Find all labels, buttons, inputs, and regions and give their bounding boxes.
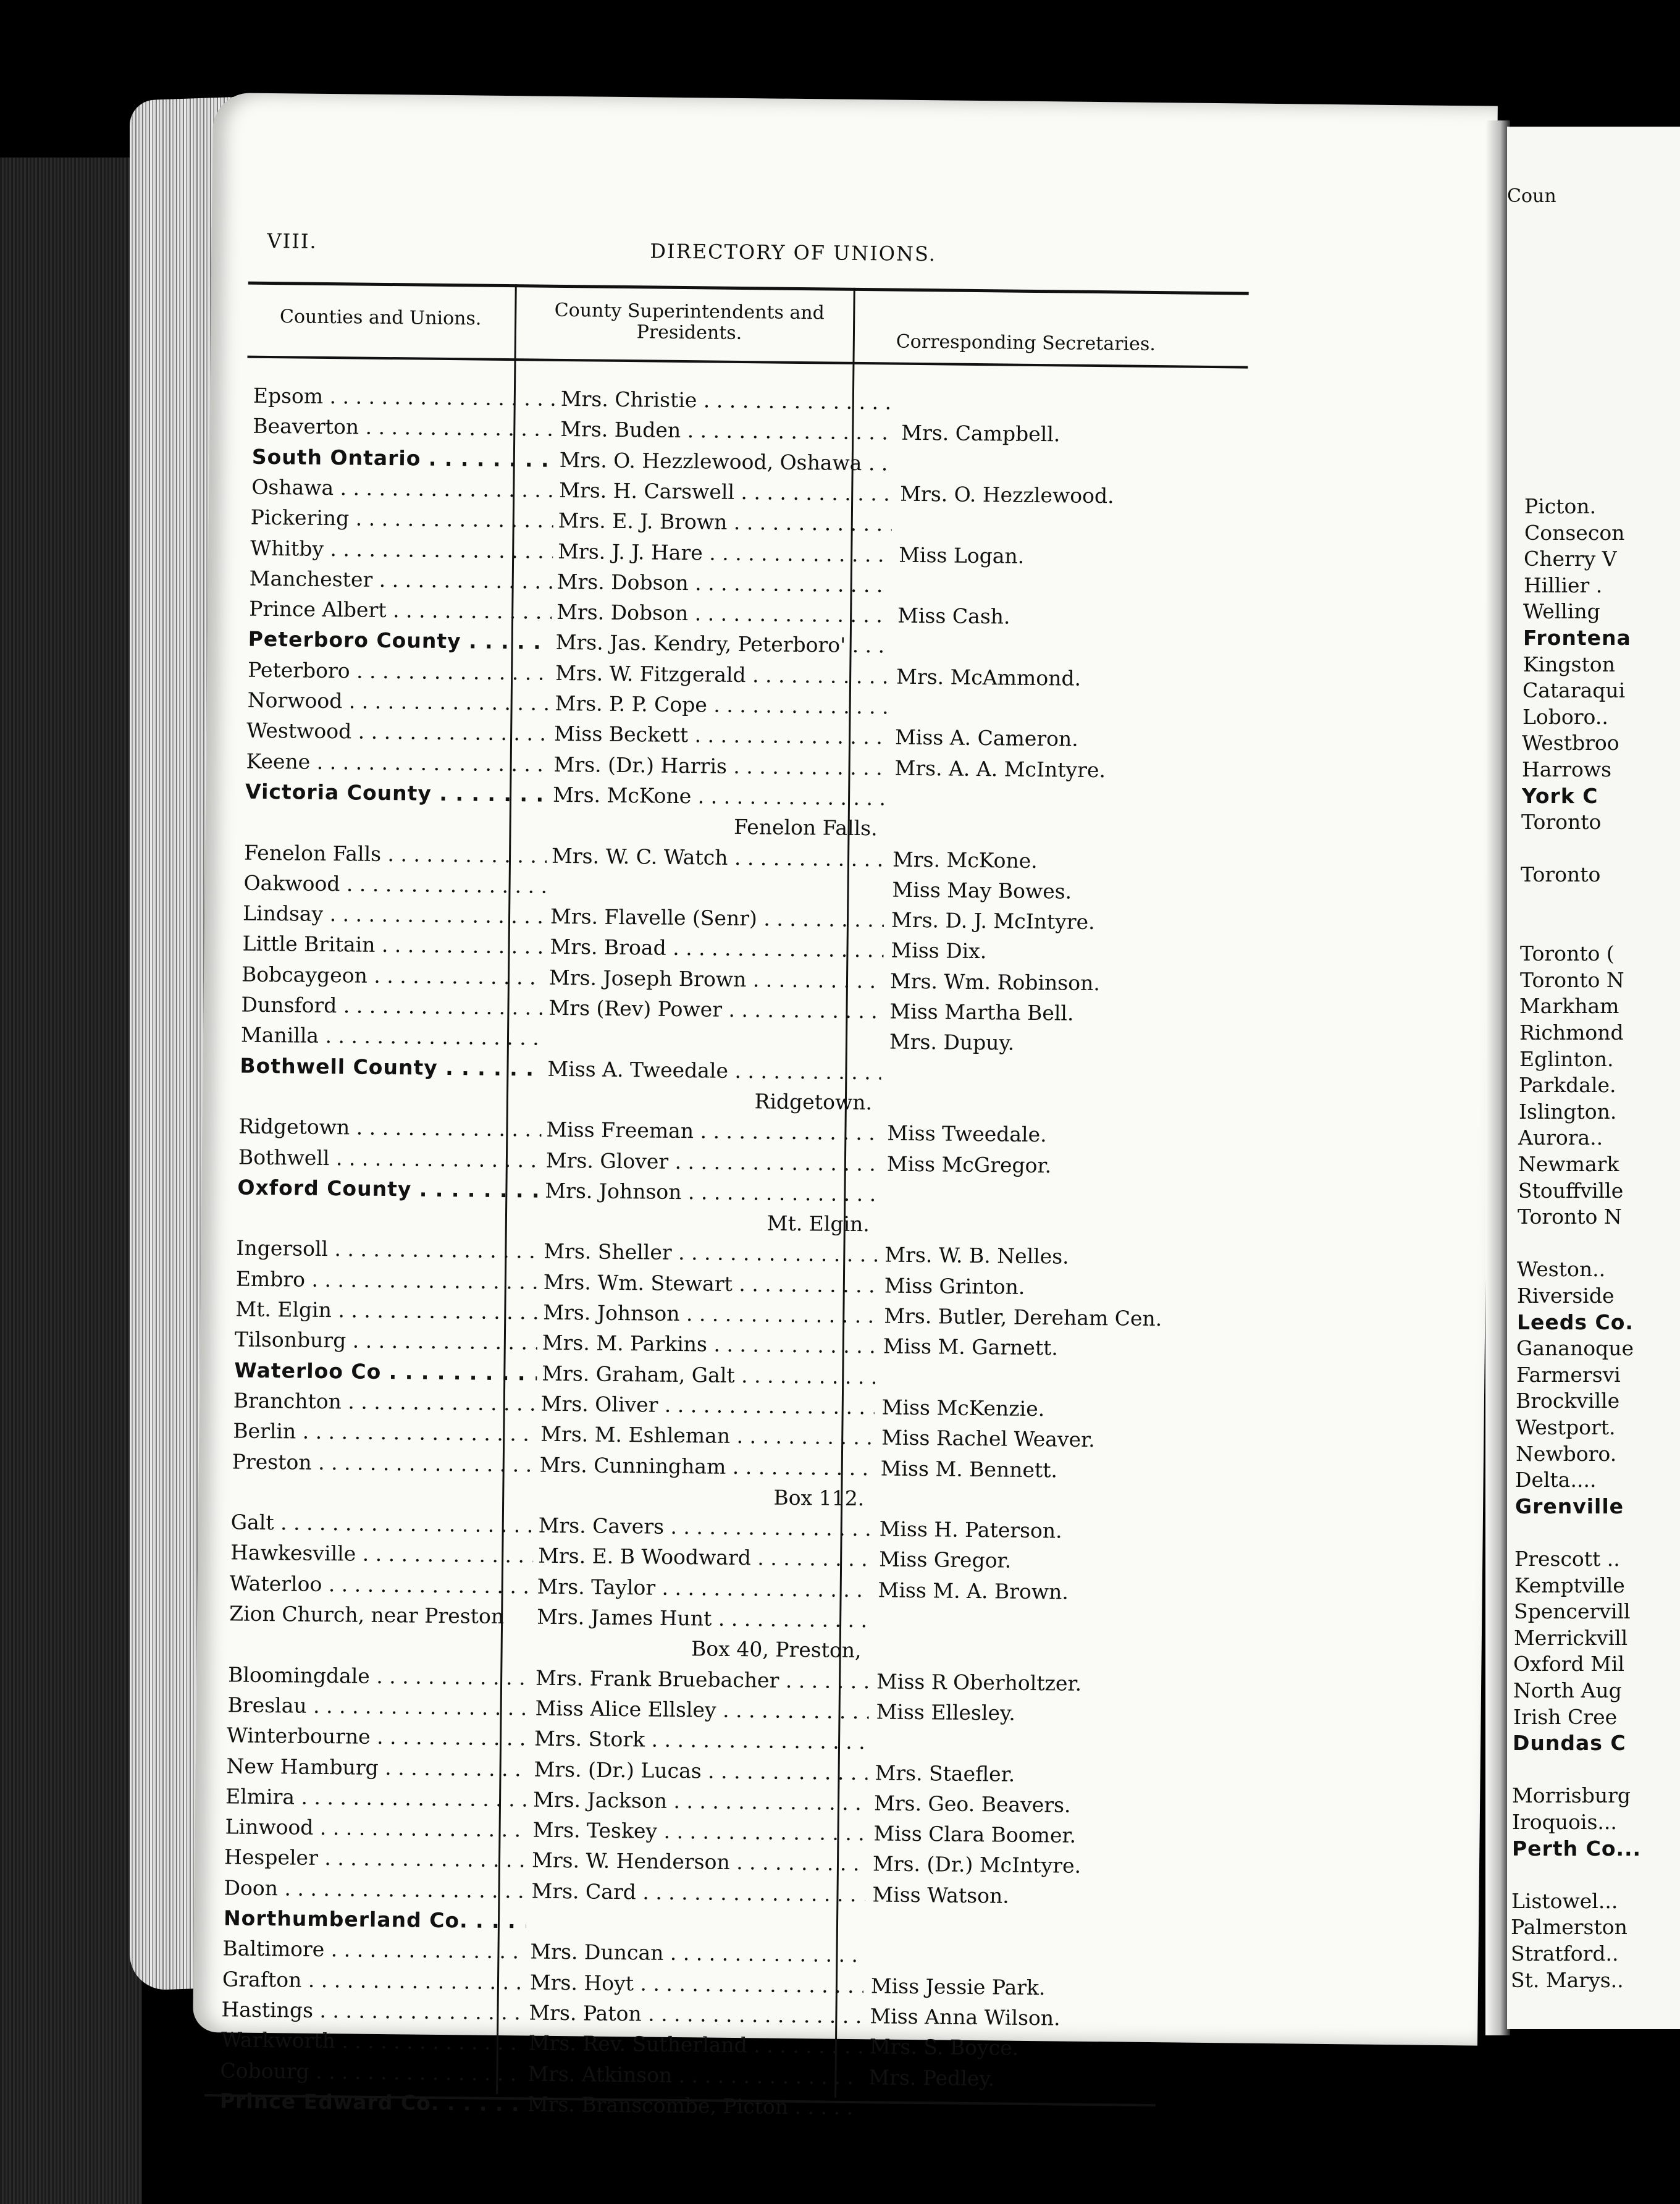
directory-page: [193, 93, 1498, 2119]
union-name: Fenelon Falls . . .: [244, 840, 547, 868]
table-row: [248, 627, 1237, 662]
table-row: [240, 1053, 1228, 1088]
table-row: [230, 1541, 1219, 1576]
union-name: Victoria County . . .: [245, 779, 548, 807]
facing-page-union: Toronto N: [1520, 967, 1624, 992]
table-row: [245, 810, 1233, 845]
president-name: Mrs. Dobson . . .: [556, 600, 890, 628]
president-name: Mrs. Frank Bruebacher . . .: [536, 1665, 869, 1694]
table-row: [243, 870, 1232, 906]
president-name: Mrs. E. B Woodward . . .: [538, 1544, 872, 1572]
union-name: New Hamburg . . .: [226, 1754, 529, 1781]
facing-page-union: Aurora..: [1518, 1125, 1603, 1150]
union-name: Prince Edward Co. . . .: [220, 2088, 523, 2116]
facing-page-union: Oxford Mil: [1513, 1652, 1625, 1676]
union-name: [229, 1632, 531, 1660]
president-name: Mrs. Teskey . . .: [532, 1818, 866, 1846]
secretary-name: Mrs. (Dr.) McIntyre.: [872, 1851, 1082, 1878]
facing-page-union: Spencervill: [1514, 1599, 1631, 1624]
union-name: Waterloo Co . . .: [234, 1358, 537, 1386]
table-row: [230, 1571, 1218, 1606]
secretary-name: [880, 1486, 1201, 1514]
facing-page-union: Parkdale.: [1519, 1073, 1616, 1098]
president-name: [551, 874, 884, 902]
union-name: Preston . . .: [232, 1449, 535, 1477]
secretary-name: Miss M. Garnett.: [883, 1334, 1059, 1360]
facing-page-union: Westport.: [1516, 1415, 1616, 1439]
president-name: Mrs. (Dr.) Harris . . .: [553, 752, 887, 780]
secretary-name: Mrs. W. B. Nelles.: [884, 1242, 1069, 1269]
facing-page-union: Gananoque: [1516, 1336, 1634, 1361]
facing-page-union: Morrisburg: [1512, 1783, 1631, 1808]
table-row: [232, 1479, 1220, 1515]
facing-page-union: Merrickvill: [1514, 1625, 1628, 1650]
union-name: Breslau . . .: [227, 1693, 530, 1720]
union-name: Doon . . .: [224, 1875, 526, 1903]
facing-page-union: Stouffville: [1518, 1178, 1624, 1203]
table-row: [240, 1083, 1228, 1119]
secretary-name: [899, 512, 1220, 540]
facing-page-union: Newmark: [1518, 1152, 1619, 1176]
table-row: [220, 2058, 1208, 2093]
secretary-name: [871, 1943, 1192, 1971]
table-row: [244, 840, 1232, 875]
union-name: Manchester . . .: [250, 566, 552, 594]
secretary-name: Miss Ellesley.: [876, 1699, 1016, 1725]
secretary-name: Miss Logan.: [899, 542, 1025, 568]
president-name: Mrs. O. Hezzlewood, Oshawa . . .: [560, 448, 893, 476]
president-name: [531, 1909, 865, 1938]
table-row: [237, 1206, 1225, 1241]
union-name: Beaverton . . .: [253, 414, 555, 442]
facing-page-union: Listowel...: [1511, 1888, 1618, 1913]
president-name: Miss Freeman . . .: [546, 1117, 880, 1146]
secretary-name: Miss McKenzie.: [881, 1395, 1045, 1421]
facing-page-union: Consecon: [1524, 520, 1625, 545]
table-row: [250, 536, 1238, 571]
table-row: [246, 718, 1235, 754]
union-name: Norwood . . .: [247, 688, 550, 716]
facing-page-union: Palmerston: [1511, 1915, 1628, 1940]
facing-page-union: Cherry V: [1524, 547, 1617, 571]
union-name: Mt. Elgin . . .: [235, 1297, 538, 1324]
table-row: [238, 1145, 1227, 1180]
president-name: Mrs. Jackson . . .: [533, 1787, 867, 1815]
union-name: Baltimore . . .: [222, 1937, 525, 1964]
president-name: Box 40, Preston,: [691, 1636, 862, 1663]
president-name: Mrs. Card . . .: [531, 1878, 865, 1907]
union-name: Ridgetown . . .: [238, 1114, 541, 1142]
page-title: DIRECTORY OF UNIONS.: [650, 239, 937, 266]
secretary-name: Mrs. A. A. McIntyre.: [894, 755, 1106, 782]
secretary-name: Miss R Oberholtzer.: [876, 1668, 1082, 1696]
table-row: [241, 1023, 1229, 1058]
table-row: [235, 1327, 1223, 1363]
president-name: Mrs. McKone . . .: [553, 783, 886, 811]
secretary-name: [872, 1912, 1193, 1940]
facing-page-union: Markham: [1519, 994, 1619, 1019]
table-row: [225, 1784, 1214, 1819]
president-name: Mrs. Paton . . .: [529, 2000, 862, 2029]
president-name: Mrs. Hoyt . . .: [530, 1970, 863, 1998]
facing-page-union: Riverside: [1517, 1284, 1615, 1308]
president-name: Mrs. Dobson . . .: [557, 570, 891, 598]
secretary-name: Mrs. Dupuy.: [889, 1029, 1015, 1055]
facing-page-union: Toronto (: [1520, 941, 1615, 966]
union-name: Westwood . . .: [246, 718, 549, 746]
facing-page-union: Welling: [1523, 599, 1600, 624]
union-name: Epsom . . .: [253, 384, 556, 411]
page-number: VIII.: [267, 229, 317, 253]
president-name: Mrs. Buden . . .: [560, 417, 894, 445]
union-name: Ingersoll . . .: [236, 1236, 539, 1264]
secretary-name: [898, 573, 1219, 600]
union-name: [240, 1083, 542, 1111]
table-row: [250, 566, 1238, 601]
secretary-name: Mrs. Campbell.: [901, 420, 1060, 447]
table-row: [225, 1814, 1213, 1849]
column-header-secretaries: Corresponding Secretaries.: [896, 330, 1156, 355]
union-name: Waterloo . . .: [230, 1571, 532, 1599]
column-header-unions: Counties and Unions.: [279, 306, 482, 330]
union-name: Elmira . . .: [225, 1784, 528, 1812]
secretary-name: Mrs. Butler, Dereham Cen.: [884, 1303, 1162, 1331]
secretary-name: Miss Martha Bell.: [889, 999, 1074, 1025]
facing-page-union: Irish Cree: [1513, 1704, 1618, 1729]
book-cover-cloth: [0, 158, 142, 2204]
facing-page-union: Kemptville: [1514, 1573, 1625, 1597]
table-row: [227, 1723, 1215, 1759]
facing-page-union: Toronto N: [1518, 1205, 1622, 1229]
facing-page-union: Leeds Co.: [1517, 1310, 1634, 1334]
table-row: [248, 657, 1236, 692]
secretary-name: Miss Gregor.: [878, 1547, 1012, 1573]
table-row: [236, 1266, 1224, 1302]
union-name: Hespeler . . .: [224, 1845, 527, 1873]
union-name: Peterboro County . . .: [248, 627, 551, 655]
secretary-name: [877, 1639, 1198, 1667]
table-row: [224, 1845, 1212, 1880]
union-name: Oshawa . . .: [251, 475, 554, 503]
president-name: Mrs (Rev) Power . . .: [548, 996, 882, 1024]
secretary-name: [894, 786, 1215, 814]
secretary-name: [875, 1730, 1196, 1758]
union-name: Bothwell County . . .: [240, 1053, 542, 1081]
union-name: Grafton . . .: [222, 1967, 525, 1995]
secretary-name: Miss May Bowes.: [892, 877, 1072, 904]
secretary-name: Miss Anna Wilson.: [870, 2004, 1060, 2030]
facing-page-union: Stratford..: [1511, 1941, 1619, 1966]
union-name: South Ontario . . .: [252, 444, 555, 472]
president-name: Mrs. Graham, Galt . . .: [542, 1361, 875, 1389]
table-row: [227, 1693, 1216, 1728]
table-row: [229, 1632, 1217, 1667]
union-name: [232, 1479, 534, 1507]
secretary-name: [878, 1608, 1199, 1636]
president-name: Mrs. E. J. Brown . . .: [558, 508, 892, 537]
facing-page-union: Islington.: [1519, 1099, 1617, 1124]
secretary-name: [868, 2095, 1190, 2123]
facing-page-union: Loboro..: [1522, 704, 1608, 729]
secretary-name: [888, 1060, 1209, 1088]
secretary-name: Miss Grinton.: [884, 1273, 1025, 1299]
facing-page-union: Toronto: [1521, 862, 1601, 887]
union-name: Tilsonburg . . .: [235, 1327, 537, 1355]
president-name: Mrs. Glover . . .: [546, 1148, 880, 1176]
president-name: Mrs. P. P. Cope . . .: [555, 691, 888, 720]
secretary-name: Mrs. Wm. Robinson.: [889, 969, 1101, 995]
president-name: Mrs. Stork . . .: [534, 1727, 868, 1755]
table-row: [238, 1114, 1227, 1150]
facing-page-union: Eglinton.: [1519, 1046, 1614, 1071]
union-name: Warkworth . . .: [221, 2027, 524, 2055]
president-name: Mt. Elgin.: [766, 1211, 870, 1237]
table-row: [233, 1419, 1221, 1454]
page-gutter: [1485, 120, 1510, 2035]
president-name: Mrs. H. Carswell . . .: [559, 478, 892, 507]
union-name: Bobcaygeon . . .: [242, 962, 544, 990]
union-name: Hawkesville . . .: [230, 1541, 533, 1568]
president-name: Mrs. Branscombe, Picton . . .: [527, 2092, 861, 2120]
facing-page-union: Newboro.: [1516, 1441, 1617, 1466]
union-name: Peterboro . . .: [248, 657, 550, 685]
facing-page-union: Frontena: [1523, 626, 1631, 650]
union-name: Whitby . . .: [250, 536, 553, 563]
secretary-name: Miss M. Bennett.: [880, 1455, 1058, 1482]
secretary-name: [886, 1182, 1207, 1209]
table-row: [221, 1997, 1209, 2032]
union-name: Galt . . .: [231, 1510, 534, 1538]
table-row: [247, 688, 1235, 723]
table-row: [235, 1297, 1224, 1332]
directory-table: [193, 93, 1498, 2119]
president-name: Mrs. James Hunt . . .: [537, 1605, 870, 1633]
union-name: Oakwood . . .: [243, 870, 546, 898]
union-name: Oxford County . . .: [237, 1175, 540, 1203]
president-name: [548, 1026, 882, 1054]
union-name: Embro . . .: [236, 1266, 539, 1294]
facing-page-union: Prescott ..: [1514, 1547, 1620, 1571]
union-name: Winterbourne . . .: [227, 1723, 529, 1751]
table-row: [253, 384, 1241, 419]
president-name: Mrs. M. Eshleman . . .: [540, 1422, 874, 1450]
president-name: Mrs. Cunningham . . .: [540, 1452, 873, 1481]
secretary-name: Miss Rachel Weaver.: [881, 1425, 1095, 1452]
secretary-name: Miss Jessie Park.: [870, 1973, 1046, 2000]
facing-page-union: North Aug: [1513, 1678, 1622, 1702]
table-row: [231, 1510, 1219, 1546]
president-name: Mrs. Broad . . .: [550, 935, 883, 963]
president-name: Mrs. Rev. Sutherland . . .: [529, 2031, 862, 2059]
table-row: [228, 1662, 1216, 1697]
president-name: Mrs. W. C. Watch . . .: [552, 843, 885, 872]
facing-page-union: St. Marys..: [1511, 1967, 1624, 1992]
union-name: Northumberland Co. . . .: [224, 1906, 526, 1933]
facing-page-union: Farmersvi: [1516, 1362, 1621, 1387]
table-row: [234, 1358, 1222, 1393]
facing-page-union: Grenville: [1515, 1494, 1624, 1518]
facing-page-union: Westbroo: [1522, 731, 1619, 755]
union-name: Cobourg . . .: [220, 2058, 523, 2086]
table-row: [222, 1967, 1211, 2002]
facing-page-union: Toronto: [1521, 810, 1602, 835]
table-row: [220, 2088, 1208, 2124]
table-row: [221, 2027, 1209, 2063]
union-name: Lindsay . . .: [243, 901, 545, 929]
secretary-name: Mrs. Staefler.: [875, 1760, 1015, 1786]
facing-page-union: Hillier .: [1524, 573, 1603, 597]
president-name: Mrs. W. Henderson . . .: [532, 1848, 865, 1877]
union-name: Manilla . . .: [241, 1023, 544, 1051]
table-row: [224, 1875, 1212, 1911]
table-row: [222, 1937, 1211, 1972]
union-name: [237, 1206, 540, 1234]
president-name: Mrs. Flavelle (Senr) . . .: [550, 904, 884, 933]
facing-page-column-header: Coun: [1507, 185, 1556, 207]
union-name: Linwood . . .: [225, 1814, 527, 1842]
secretary-name: Mrs. McAmmond.: [896, 664, 1082, 691]
facing-page-union: Delta....: [1515, 1468, 1597, 1492]
secretary-name: Miss Clara Boomer.: [873, 1821, 1077, 1848]
union-name: Little Britain . . .: [242, 932, 545, 959]
table-row: [237, 1175, 1225, 1210]
facing-page-union: Picton.: [1524, 494, 1597, 518]
table-row: [252, 444, 1240, 479]
president-name: Ridgetown.: [754, 1089, 873, 1115]
facing-page-union: Cataraqui: [1522, 678, 1626, 703]
secretary-name: [886, 1213, 1207, 1240]
union-name: Prince Albert . . .: [249, 597, 552, 625]
union-name: Keene . . .: [246, 749, 548, 776]
table-row: [243, 901, 1231, 936]
table-row: [226, 1754, 1214, 1789]
union-name: Pickering . . .: [251, 505, 553, 533]
secretary-name: [896, 634, 1217, 662]
secretary-name: Mrs. D. J. McIntyre.: [891, 907, 1095, 935]
table-row: [242, 962, 1230, 997]
secretary-name: Miss McGregor.: [886, 1151, 1052, 1177]
union-name: Dunsford . . .: [241, 993, 544, 1020]
facing-page-union: Weston..: [1517, 1257, 1606, 1282]
table-row: [242, 932, 1230, 967]
table-row: [246, 749, 1234, 784]
president-name: Mrs. Duncan . . .: [530, 1940, 863, 1968]
secretary-name: [902, 390, 1223, 418]
secretary-name: [901, 451, 1222, 479]
secretary-name: Miss M. A. Brown.: [878, 1578, 1069, 1604]
secretary-name: Miss Watson.: [872, 1882, 1009, 1908]
union-name: Hastings . . .: [221, 1997, 524, 2025]
table-row: [236, 1236, 1224, 1271]
union-name: [245, 810, 547, 838]
secretary-name: Mrs. O. Hezzlewood.: [900, 481, 1114, 508]
secretary-name: Mrs. S. Boyce.: [869, 2034, 1019, 2061]
facing-page-union: Richmond: [1519, 1020, 1624, 1045]
secretary-name: Mrs. McKone.: [892, 847, 1038, 873]
secretary-name: [883, 1365, 1204, 1392]
facing-page-union: York C: [1522, 783, 1598, 808]
table-row: [245, 779, 1233, 814]
president-name: Mrs. Christie . . .: [561, 387, 894, 415]
secretary-name: Mrs. Pedley.: [868, 2064, 995, 2090]
president-name: Mrs. W. Fitzgerald . . .: [555, 661, 889, 689]
secretary-name: [896, 695, 1217, 723]
table-row: [233, 1388, 1222, 1423]
header-rule-bottom: [248, 356, 1248, 369]
union-name: Bloomingdale . . .: [228, 1662, 531, 1690]
president-name: Mrs. Taylor . . .: [537, 1574, 870, 1602]
president-name: Mrs. Johnson . . .: [545, 1179, 878, 1207]
table-row: [232, 1449, 1220, 1484]
facing-page-union: Harrows: [1522, 757, 1612, 781]
facing-page-fragment: [1507, 127, 1680, 2029]
president-name: Mrs. Joseph Brown . . .: [549, 965, 883, 993]
secretary-name: Miss A. Cameron.: [894, 725, 1078, 752]
president-name: Mrs. J. J. Hare . . .: [558, 539, 891, 567]
secretary-name: Miss H. Paterson.: [879, 1516, 1062, 1543]
secretary-name: Miss Tweedale.: [887, 1121, 1047, 1147]
president-name: Box 112.: [773, 1485, 865, 1510]
secretary-name: Miss Cash.: [897, 603, 1010, 629]
table-row: [249, 597, 1237, 632]
secretary-name: [888, 1090, 1209, 1118]
president-name: Miss Alice Ellsley . . .: [535, 1696, 868, 1724]
facing-page-union: Kingston: [1523, 652, 1615, 676]
president-name: Mrs. M. Parkins . . .: [542, 1331, 876, 1359]
secretary-name: Miss Dix.: [891, 938, 987, 964]
column-header-presidents-text: County Superintendents and Presidents.: [554, 299, 825, 344]
president-name: Fenelon Falls.: [733, 815, 878, 841]
table-row: [224, 1906, 1212, 1941]
facing-page-union: Dundas C: [1513, 1731, 1626, 1756]
union-name: Branchton . . .: [233, 1388, 536, 1416]
president-name: Mrs. Oliver . . .: [541, 1392, 875, 1420]
table-row: [241, 993, 1229, 1028]
facing-page-union: Perth Co...: [1512, 1836, 1642, 1861]
table-row: [253, 414, 1241, 449]
president-name: Miss A. Tweedale . . .: [547, 1056, 881, 1085]
secretary-name: Mrs. Geo. Beavers.: [873, 1791, 1071, 1817]
union-name: Zion Church, near Preston: [229, 1601, 505, 1629]
header-rule-top: [248, 282, 1249, 295]
president-name: Mrs. Jas. Kendry, Peterboro' . . .: [555, 630, 889, 658]
union-name: Bothwell . . .: [238, 1145, 541, 1172]
president-name: Mrs. (Dr.) Lucas . . .: [534, 1757, 867, 1785]
president-name: Mrs. Wm. Stewart . . .: [544, 1269, 877, 1298]
table-row: [251, 505, 1239, 540]
president-name: Mrs. Sheller . . .: [544, 1239, 877, 1268]
table-row: [229, 1601, 1217, 1636]
facing-page-union: Iroquois...: [1512, 1810, 1617, 1834]
president-name: Mrs. Cavers . . .: [539, 1513, 872, 1542]
president-name: Mrs. Johnson . . .: [543, 1300, 876, 1329]
table-row: [251, 475, 1240, 510]
union-name: Berlin . . .: [233, 1419, 536, 1447]
secretary-name: [893, 817, 1214, 844]
facing-page-union: Brockville: [1516, 1389, 1620, 1413]
president-name: Miss Beckett . . .: [554, 721, 888, 750]
president-name: Mrs. Atkinson . . .: [527, 2061, 861, 2090]
